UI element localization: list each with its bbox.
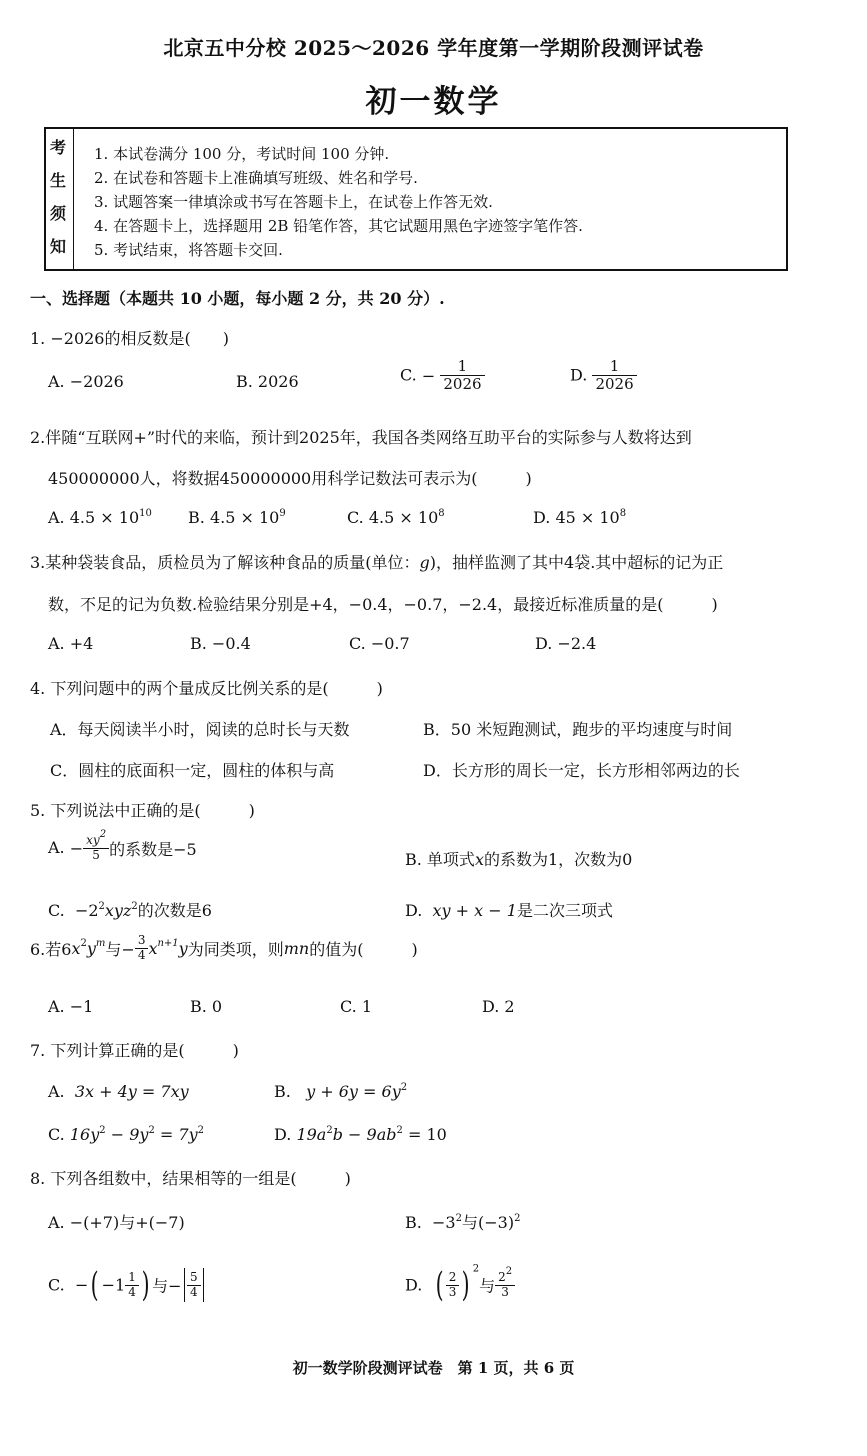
notice-item: 5. 考试结束，将答题卡交回. bbox=[94, 241, 283, 259]
question-8-stem: 8. 下列各组数中，结果相等的一组是( ) bbox=[30, 1169, 351, 1188]
q8-option-c: C. −( −1 $\frac{1}{4}$ ) 与− $\frac{5}{4}$ bbox=[48, 1268, 206, 1302]
q4-option-d: D．长方形的周长一定，长方形相邻两边的长 bbox=[423, 761, 740, 780]
notice-side-char: 考 bbox=[50, 138, 67, 157]
q1-option-d bbox=[570, 358, 637, 394]
notice-item: 4. 在答题卡上，选择题用 2B 铅笔作答，其它试题用黑色字迹签字笔作答. bbox=[94, 217, 583, 235]
page-footer: 初一数学阶段测评试卷 第 1 页，共 6 页 bbox=[292, 1359, 575, 1377]
question-5-stem: 5. 下列说法中正确的是( ) bbox=[30, 801, 255, 820]
q2-option-c: C. $4.5 \times 10^8$ bbox=[347, 508, 445, 527]
q3-option-d: D. −2.4 bbox=[535, 634, 597, 653]
q6-option-d: D. 2 bbox=[482, 997, 515, 1016]
q3-option-a: A. +4 bbox=[48, 634, 94, 653]
q5-option-b: B. 单项式x的系数为1，次数为0 bbox=[405, 850, 633, 869]
q2-option-a: A. $4.5 \times 10^{10}$ bbox=[48, 508, 152, 527]
subject-title: 初一数学 bbox=[365, 84, 502, 120]
q8-d-fraction-2: $\frac{2^2}{3}$ bbox=[495, 1271, 515, 1300]
question-2-line-2: 450000000人，将数据450000000用科学记数法可表示为( ) bbox=[48, 469, 532, 488]
q1-option-b: B. 2026 bbox=[236, 372, 299, 391]
question-1-stem: 1. −2026的相反数是( ) bbox=[30, 329, 229, 348]
notice-item: 3. 试题答案一律填涂或书写在答题卡上，在试卷上作答无效. bbox=[94, 193, 493, 211]
q3-option-b: B. −0.4 bbox=[190, 634, 251, 653]
q5-option-d: D. xy + x − 1是二次三项式 bbox=[405, 901, 613, 920]
q2-option-b: B. $4.5 \times 10^9$ bbox=[188, 508, 286, 527]
notice-side-char: 生 bbox=[50, 171, 67, 190]
notice-item: 2. 在试卷和答题卡上准确填写班级、姓名和学号. bbox=[94, 169, 418, 187]
q4-option-b: B．50 米短跑测试，跑步的平均速度与时间 bbox=[423, 720, 733, 739]
question-7-stem: 7. 下列计算正确的是( ) bbox=[30, 1041, 239, 1060]
q7-option-d: D. $19a^2b - 9ab^2 = 10$ bbox=[274, 1125, 447, 1144]
q8-option-b: B. $-3^2$与$(-3)^2$ bbox=[405, 1213, 521, 1232]
q8-c-fraction-2: $\frac{5}{4}$ bbox=[187, 1271, 201, 1300]
q7-option-b: B. $y + 6y = 6y^2$ bbox=[274, 1082, 408, 1101]
q1-c-sign: − bbox=[421, 366, 436, 386]
question-4-stem: 4. 下列问题中的两个量成反比例关系的是( ) bbox=[30, 679, 383, 698]
section-heading: 一、选择题（本题共 10 小题，每小题 2 分，共 20 分）. bbox=[30, 289, 445, 308]
q1-option-a: A. −2026 bbox=[48, 372, 124, 391]
notice-side-char: 知 bbox=[50, 237, 67, 256]
school-title: 北京五中分校 2025～2026 学年度第一学期阶段测评试卷 bbox=[163, 36, 704, 60]
question-3-line-2: 数，不足的记为负数.检验结果分别是+4，−0.4，−0.7，−2.4，最接近标准质量的是( ) bbox=[48, 595, 718, 614]
notice-item: 1. 本试卷满分 100 分，考试时间 100 分钟. bbox=[94, 145, 390, 163]
q1-option-c bbox=[400, 358, 485, 394]
q6-option-a: A. −1 bbox=[48, 997, 94, 1016]
q8-option-d: D. ( $\frac{2}{3}$ ) $^2$与 $\frac{2^2}{3}$ bbox=[405, 1268, 515, 1302]
notice-side-label bbox=[46, 129, 74, 269]
q5-option-c: C. $-2^2xyz^2$的次数是6 bbox=[48, 901, 212, 920]
question-3-line-1: 3.某种袋装食品，质检员为了解该种食品的质量(单位：g)，抽样监测了其中4袋.其中超标的记为正 bbox=[30, 553, 724, 572]
q1-d-fraction: $\frac{1}{2026}$ bbox=[592, 358, 636, 394]
q7-option-c: C. $16y^2 - 9y^2 = 7y^2$ bbox=[48, 1125, 204, 1144]
question-2-line-1: 2.伴随“互联网+”时代的来临，预计到2025年，我国各类网络互助平台的实际参与人数将达到 bbox=[30, 428, 692, 447]
q4-option-a: A．每天阅读半小时，阅读的总时长与天数 bbox=[50, 720, 350, 739]
q8-d-fraction: $\frac{2}{3}$ bbox=[446, 1271, 460, 1300]
q3-option-c: C. −0.7 bbox=[349, 634, 410, 653]
q6-option-c: C. 1 bbox=[340, 997, 373, 1016]
q1-c-label: C. bbox=[400, 365, 417, 385]
q7-option-a: A. 3x + 4y = 7xy bbox=[48, 1082, 189, 1101]
q8-option-a: A. −(+7)与+(−7) bbox=[48, 1213, 185, 1232]
q2-option-d: D. $45 \times 10^8$ bbox=[533, 508, 627, 527]
question-6-stem: 6.若$6x^2y^m$与− $\frac{3}{4}$ $x^{n+1}y$为同类项，则mn的值为( ) bbox=[30, 933, 418, 962]
q6-option-b: B. 0 bbox=[190, 997, 223, 1016]
q1-d-label: D. bbox=[570, 365, 588, 385]
exam-notice-box bbox=[44, 127, 788, 271]
q6-fraction: $\frac{3}{4}$ bbox=[135, 934, 149, 963]
q4-option-c: C．圆柱的底面积一定，圆柱的体积与高 bbox=[50, 761, 335, 780]
q8-c-fraction: $\frac{1}{4}$ bbox=[125, 1271, 139, 1300]
q5-a-fraction: $\frac{xy^2}{5}$ bbox=[83, 834, 109, 863]
notice-side-char: 须 bbox=[50, 204, 67, 223]
q5-option-a: A. − $\frac{xy^2}{5}$ 的系数是−5 bbox=[48, 829, 197, 862]
q1-c-fraction: $\frac{1}{2026}$ bbox=[440, 358, 484, 394]
